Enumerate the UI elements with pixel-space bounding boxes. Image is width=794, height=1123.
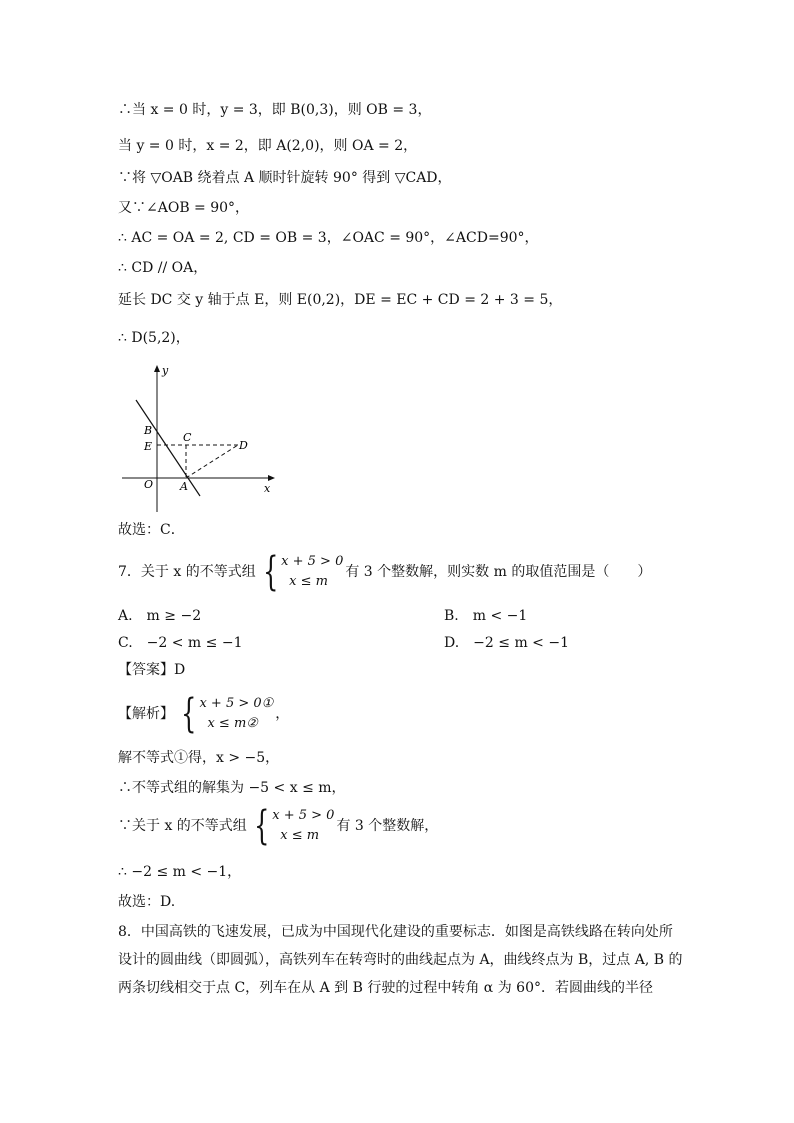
q8-line-1: 8．中国高铁的飞速发展，已成为中国现代化建设的重要标志．如图是高铁线路在转向处所	[118, 924, 673, 940]
q7-stem	[118, 549, 652, 595]
label-b: B	[144, 424, 153, 437]
q7-analysis-row1: x + 5 > 0①	[199, 696, 274, 711]
solution-line-7: 延长 DC 交 y 轴于点 E，则 E(0,2)，DE = EC + CD = 2 + 3 = 5，	[118, 292, 563, 308]
q7-row2: x ≤ m	[289, 574, 328, 589]
label-x: x	[264, 482, 271, 495]
q7-analysis	[118, 691, 290, 737]
solution-line-3: ∵将 ▽OAB 绕着点 A 顺时针旋转 90° 得到 ▽CAD，	[118, 170, 452, 186]
q7-inequality-system	[258, 549, 344, 595]
q7-step-3-row1: x + 5 > 0	[272, 808, 335, 823]
q7-step-3-suffix: 有 3 个整数解，	[336, 818, 439, 834]
label-a: A	[180, 480, 188, 493]
label-o: O	[144, 478, 154, 491]
q7-analysis-system	[176, 691, 274, 737]
label-c: C	[183, 431, 192, 444]
q7-analysis-tail: ，	[275, 706, 290, 722]
q7-choice-d: D. −2 ≤ m < −1	[444, 635, 569, 651]
solution-line-6: ∴ CD // OA，	[118, 260, 208, 276]
q7-step-4: ∴ −2 ≤ m < −1，	[118, 864, 242, 880]
q7-step-3-system	[249, 803, 335, 849]
q8-line-3: 两条切线相交于点 C，列车在从 A 到 B 行驶的过程中转角 α 为 60°．若圆曲线的半径	[118, 980, 653, 996]
y-axis-arrow	[154, 365, 160, 372]
q7-step-3	[118, 803, 439, 849]
coordinate-figure	[118, 362, 278, 514]
q7-choice-b: B. m < −1	[444, 608, 528, 624]
q7-conclusion: 故选：D.	[118, 894, 176, 910]
solution-line-2: 当 y = 0 时，x = 2，即 A(2,0)，则 OA = 2，	[118, 138, 418, 154]
q8-line-2: 设计的圆曲线（即圆弧），高铁列车在转弯时的曲线起点为 A，曲线终点为 B，过点 A, B 的	[118, 952, 683, 968]
q7-step-1: 解不等式①得，x > −5，	[118, 750, 280, 766]
q7-suffix: 有 3 个整数解，则实数 m 的取值范围是（ ）	[345, 564, 652, 580]
label-y: y	[162, 364, 169, 377]
solution-line-1: ∴当 x = 0 时，y = 3，即 B(0,3)，则 OB = 3，	[118, 102, 432, 118]
label-d: D	[239, 439, 248, 452]
q7-prefix: 7．关于 x 的不等式组	[118, 564, 256, 580]
q7-step-3-row2: x ≤ m	[280, 828, 320, 843]
q7-row1: x + 5 > 0	[281, 554, 344, 569]
q7-step-3-prefix: ∵关于 x 的不等式组	[118, 818, 247, 834]
q7-analysis-label: 【解析】	[118, 706, 174, 722]
x-axis-arrow	[268, 475, 275, 481]
brace-icon: {	[181, 691, 197, 737]
q7-step-2: ∴不等式组的解集为 −5 < x ≤ m，	[118, 780, 346, 796]
q7-answer: 【答案】D	[118, 662, 186, 678]
q7-choice-c: C. −2 < m ≤ −1	[118, 635, 243, 651]
brace-icon: {	[262, 549, 279, 595]
brace-icon: {	[253, 803, 270, 849]
solution-line-4: 又∵∠AOB = 90°，	[118, 200, 250, 216]
q7-analysis-row2: x ≤ m②	[207, 716, 258, 731]
q7-choice-a: A. m ≥ −2	[118, 608, 202, 624]
solution-conclusion: 故选：C．	[118, 522, 185, 538]
solution-line-5: ∴ AC = OA = 2, CD = OB = 3，∠OAC = 90°，∠ACD=90°，	[118, 230, 539, 246]
dashed-ad	[186, 445, 238, 478]
solution-line-8: ∴ D(5,2)，	[118, 330, 190, 346]
label-e: E	[144, 440, 153, 453]
